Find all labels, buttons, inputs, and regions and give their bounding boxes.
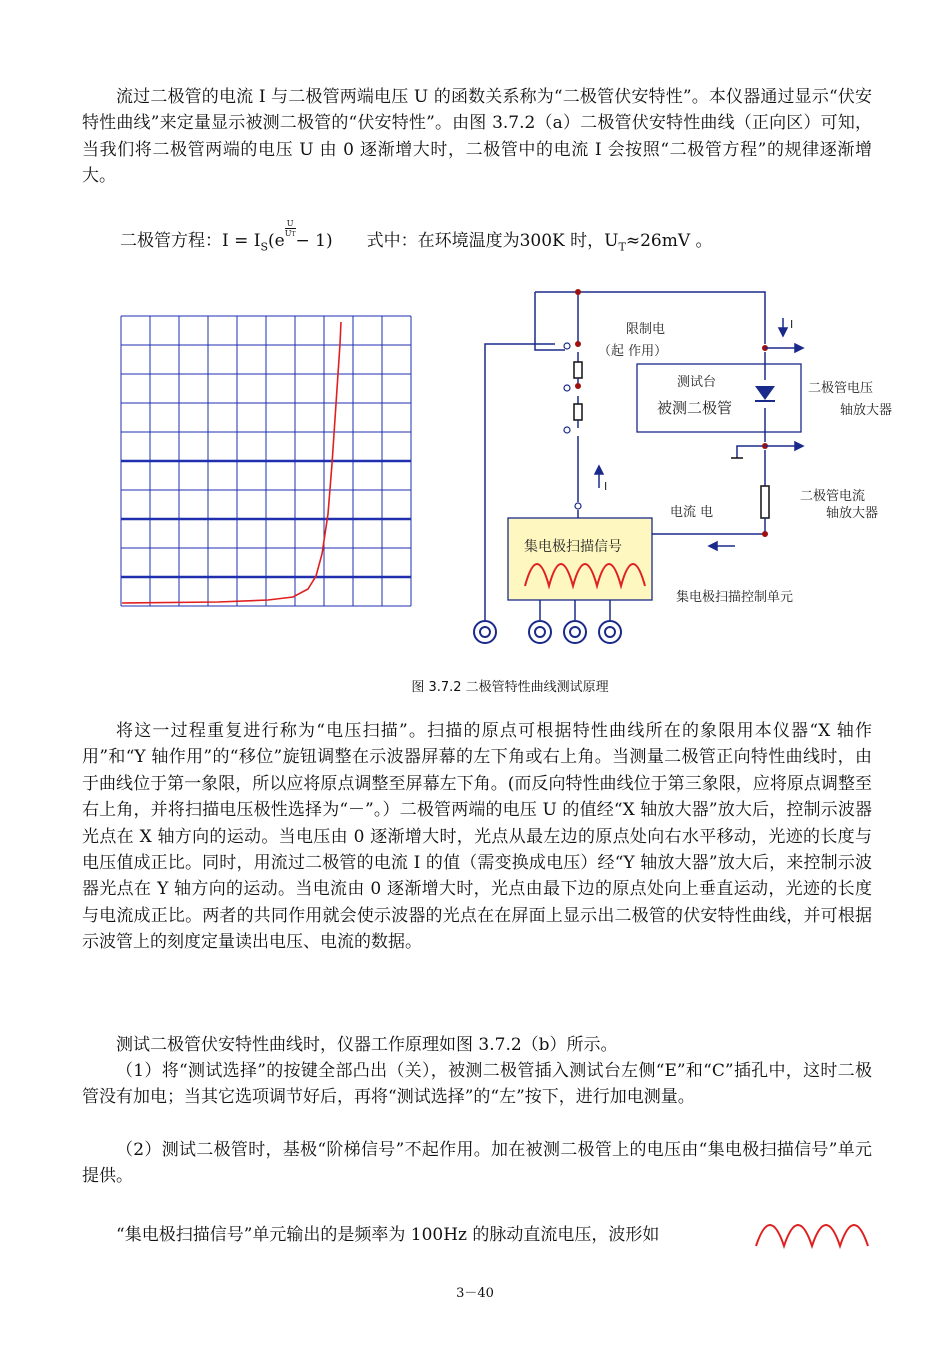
body-paragraph-6: “集电极扫描信号”单元输出的是频率为 100Hz 的脉动直流电压，波形如 xyxy=(116,1225,660,1245)
intro-paragraph: 流过二极管的电流 I 与二极管两端电压 U 的函数关系称为“二极管伏安特性”。本仪器通过显示“伏安特性曲线”来定量显示被测二极管的“伏安特性”。由图 3.7.2（a）二极管伏安特性曲线（正向区）可知，当我们将二极管两端的电压 U 由 0 逐渐增大时，二极管中的电流 I 会按照“二极管方程”的规律逐渐增大。 xyxy=(82,87,872,187)
bench-label: 测试台 xyxy=(677,375,717,390)
limit-label-1: 限制电 xyxy=(626,322,666,337)
current-label-top: I xyxy=(790,318,794,331)
figure-caption: 图 3.7.2 二极管特性曲线测试原理 xyxy=(411,680,609,695)
circuit-diagram xyxy=(455,280,915,670)
voltage-amp-label-1: 二极管电压 xyxy=(808,381,874,396)
pulse-waveform-icon xyxy=(754,1210,872,1250)
scan-signal-label: 集电极扫描信号 xyxy=(524,539,622,555)
body-paragraph-3: 测试二极管伏安特性曲线时，仪器工作原理如图 3.7.2（b）所示。 xyxy=(116,1035,618,1055)
scan-unit-label: 集电极扫描控制单元 xyxy=(676,590,794,605)
oscilloscope-grid xyxy=(121,316,411,606)
body-paragraph-2: 将这一过程重复进行称为“电压扫描”。扫描的原点可根据特性曲线所在的象限用本仪器“X 轴作用”和“Y 轴作用”的“移位”旋钮调整在示波器屏幕的左下角或右上角。当测量二极管正向特性曲线时，由于曲线位于第一象限，所以应将原点调整至屏幕左下角。(而反向特性曲线位于第三象限，应将原点调整至右上角，并将扫描电压极性选择为“－”。）二极管两端的电压 U 的值经“X 轴放大器”放大后，控制示波器光点在 X 轴方向的运动。当电压由 0 逐渐增大时，光点从最左边的原点处向右水平移动，光迹的长度与电压值成正比。同时，用流过二极管的电流 I 的值（需变换成电压）经“Y 轴放大器”放大后，来控制示波器光点在 Y 轴方向的运动。当电流由 0 逐渐增大时，光点由最下边的原点处向上垂直运动，光迹的长度与电流成正比。两者的共同作用就会使示波器的光点在在屏面上显示出二极管的伏安特性曲线，并可根据示波管上的刻度定量读出电压、电流的数据。 xyxy=(82,721,872,953)
knob-icon xyxy=(474,621,621,643)
limit-label-2: （起 作用） xyxy=(598,344,668,359)
current-label-mid: I xyxy=(604,480,608,493)
diode-equation: 二极管方程：$I = I_S(e$ U UT− 1) 式中：在环境温度为300K 时，$U_T\approx 26mV$ 。 xyxy=(120,219,713,254)
iv-curve xyxy=(122,322,341,603)
body-paragraph-5: （2）测试二极管时，基极“阶梯信号”不起作用。加在被测二极管上的电压由“集电极扫描信号”单元提供。 xyxy=(82,1140,872,1187)
dut-label: 被测二极管 xyxy=(657,399,733,417)
iv-curve-figure xyxy=(118,314,414,608)
current-amp-label-2: 轴放大器 xyxy=(826,506,879,521)
current-amp-label-1: 二极管电流 xyxy=(800,489,866,504)
current-elec-label: 电流 电 xyxy=(670,505,714,520)
voltage-amp-label-2: 轴放大器 xyxy=(840,403,893,418)
page-number: 3－40 xyxy=(456,1286,494,1301)
body-paragraph-4: （1）将“测试选择”的按键全部凸出（关），被测二极管插入测试台左侧“E”和“C”插孔中，这时二极管没有加电；当其它选项调节好后，再将“测试选择”的“左”按下，进行加电测量。 xyxy=(82,1061,872,1108)
